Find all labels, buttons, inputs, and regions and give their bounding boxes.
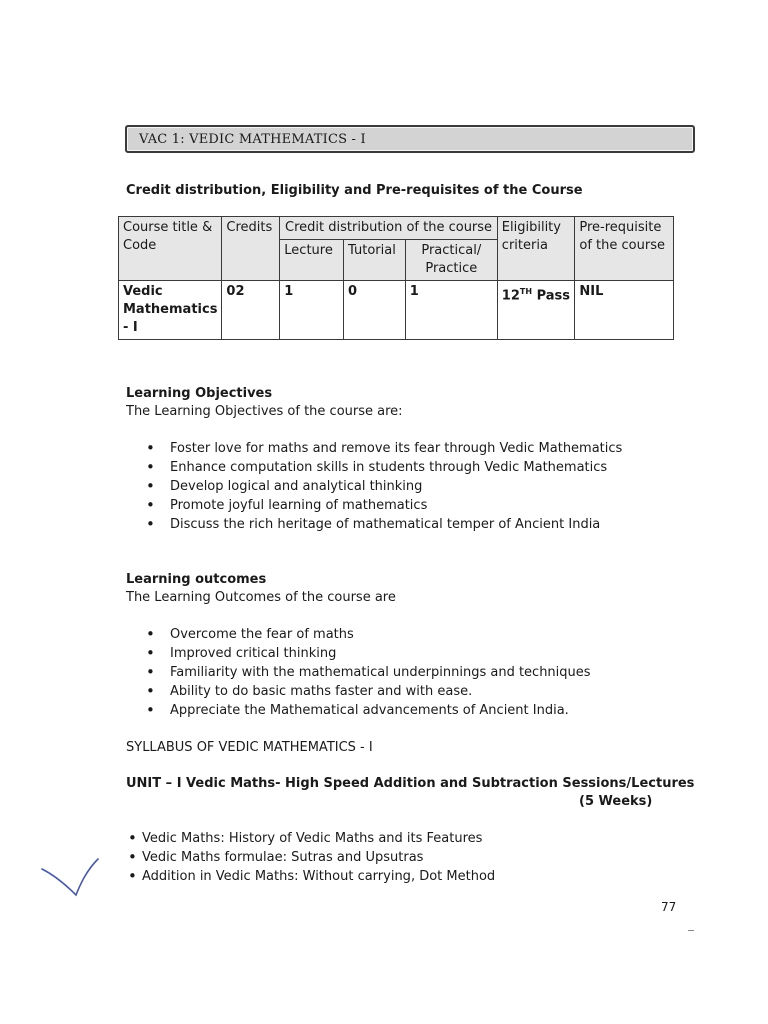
cell-lecture: 1 [280,281,344,340]
eligibility-pass: Pass [532,288,570,304]
list-item: • Familiarity with the mathematical underpinnings and techniques [146,663,591,682]
list-item: • Improved critical thinking [146,644,591,663]
list-item: • Ability to do basic maths faster and with ease. [146,682,591,701]
header-eligibility: Eligibility criteria [497,217,575,281]
cell-eligibility [497,281,575,340]
unit-title: UNIT – I Vedic Maths- High Speed Addition and Subtraction Sessions/Lectures [126,776,695,791]
list-item: • Discuss the rich heritage of mathematical temper of Ancient India [146,515,622,534]
credit-table [118,216,674,340]
course-title-box [125,125,695,153]
outcomes-heading: Learning outcomes [126,572,267,587]
list-item: • Foster love for maths and remove its fear through Vedic Mathematics [146,439,622,458]
header-prerequisite: Pre-requisite of the course [575,217,674,281]
objectives-heading: Learning Objectives [126,386,273,401]
cell-course: Vedic Mathematics - I [119,281,222,340]
list-item: • Enhance computation skills in students through Vedic Mathematics [146,458,622,477]
objectives-intro: The Learning Objectives of the course are: [126,404,403,419]
header-credits: Credits [222,217,280,281]
list-item: • Develop logical and analytical thinking [146,477,622,496]
cell-tutorial: 0 [344,281,406,340]
unit-duration: (5 Weeks) [579,794,653,809]
list-item: • Promote joyful learning of mathematics [146,496,622,515]
outcomes-list [146,625,591,720]
list-item: • Addition in Vedic Maths: Without carrying, Dot Method [128,867,495,886]
unit-topic-list [128,829,495,886]
cell-credits: 02 [222,281,280,340]
table-row [119,281,674,340]
header-practical: Practical/ Practice [405,240,497,281]
list-item: • Overcome the fear of maths [146,625,591,644]
eligibility-superscript: TH [519,287,533,296]
header-credit-distribution: Credit distribution of the course [280,217,498,240]
list-item: • Appreciate the Mathematical advancements of Ancient India. [146,701,591,720]
header-lecture: Lecture [280,240,344,281]
outcomes-intro: The Learning Outcomes of the course are [126,590,396,605]
objectives-list [146,439,622,534]
cell-practical: 1 [405,281,497,340]
course-title: VAC 1: VEDIC MATHEMATICS - I [139,132,366,147]
header-tutorial: Tutorial [344,240,406,281]
syllabus-heading: SYLLABUS OF VEDIC MATHEMATICS - I [126,740,373,755]
list-item: • Vedic Maths formulae: Sutras and Upsutras [128,848,495,867]
eligibility-number: 12 [501,288,520,304]
cell-prerequisite: NIL [575,281,674,340]
scan-speck [688,930,694,931]
credit-distribution-heading: Credit distribution, Eligibility and Pre-requisites of the Course [126,183,583,198]
page-number: 77 [661,900,677,914]
handwritten-check-mark [40,855,102,905]
list-item: • Vedic Maths: History of Vedic Maths and its Features [128,829,495,848]
header-course-title: Course title & Code [119,217,222,281]
